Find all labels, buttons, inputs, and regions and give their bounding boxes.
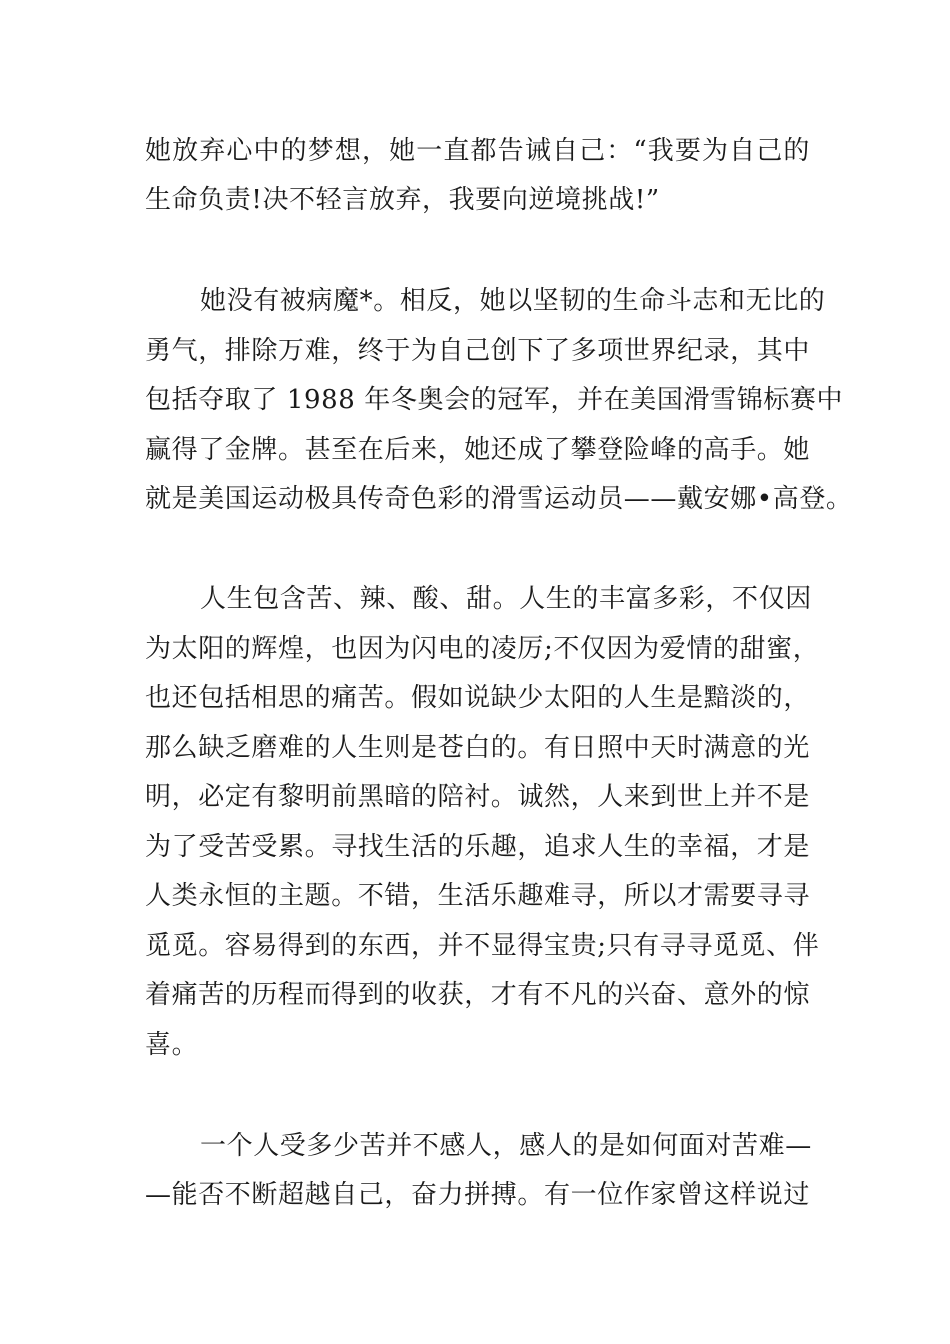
paragraph-2-line-5: 就是美国运动极具传奇色彩的滑雪运动员——戴安娜•高登。	[145, 484, 853, 514]
paragraph-4-line-2: —能否不断超越自己，奋力拼搏。有一位作家曾这样说过	[145, 1180, 811, 1210]
paragraph-2-line-2: 勇气，排除万难，终于为自己创下了多项世界纪录，其中	[145, 336, 811, 366]
paragraph-3-line-2: 为太阳的辉煌，也因为闪电的凌厉;不仅因为爱情的甜蜜，	[145, 634, 820, 664]
paragraph-3-line-5: 明，必定有黎明前黑暗的陪衬。诚然，人来到世上并不是	[145, 782, 811, 812]
paragraph-1-line-2: 生命负责!决不轻言放弃，我要向逆境挑战!”	[145, 185, 660, 215]
paragraph-2-line-4: 赢得了金牌。甚至在后来，她还成了攀登险峰的高手。她	[145, 435, 811, 465]
paragraph-2-line-1: 她没有被病魔*。相反，她以坚韧的生命斗志和无比的	[200, 286, 826, 316]
paragraph-4-line-1: 一个人受多少苦并不感人，感人的是如何面对苦难—	[200, 1131, 812, 1161]
paragraph-3-line-10: 喜。	[145, 1030, 199, 1060]
paragraph-3-line-1: 人生包含苦、辣、酸、甜。人生的丰富多彩，不仅因	[200, 584, 812, 614]
paragraph-3-line-6: 为了受苦受累。寻找生活的乐趣，追求人生的幸福，才是	[145, 832, 811, 862]
paragraph-2-line-3: 包括夺取了 1988 年冬奥会的冠军，并在美国滑雪锦标赛中	[145, 385, 844, 415]
paragraph-1-line-1: 她放弃心中的梦想，她一直都告诫自己：“我要为自己的	[145, 136, 810, 166]
paragraph-3-line-8: 觅觅。容易得到的东西，并不显得宝贵;只有寻寻觅觅、伴	[145, 931, 820, 961]
paragraph-3-line-9: 着痛苦的历程而得到的收获，才有不凡的兴奋、意外的惊	[145, 980, 811, 1010]
paragraph-3-line-7: 人类永恒的主题。不错，生活乐趣难寻，所以才需要寻寻	[145, 881, 811, 911]
paragraph-3-line-3: 也还包括相思的痛苦。假如说缺少太阳的人生是黯淡的，	[145, 683, 811, 713]
paragraph-3-line-4: 那么缺乏磨难的人生则是苍白的。有日照中天时满意的光	[145, 733, 811, 763]
